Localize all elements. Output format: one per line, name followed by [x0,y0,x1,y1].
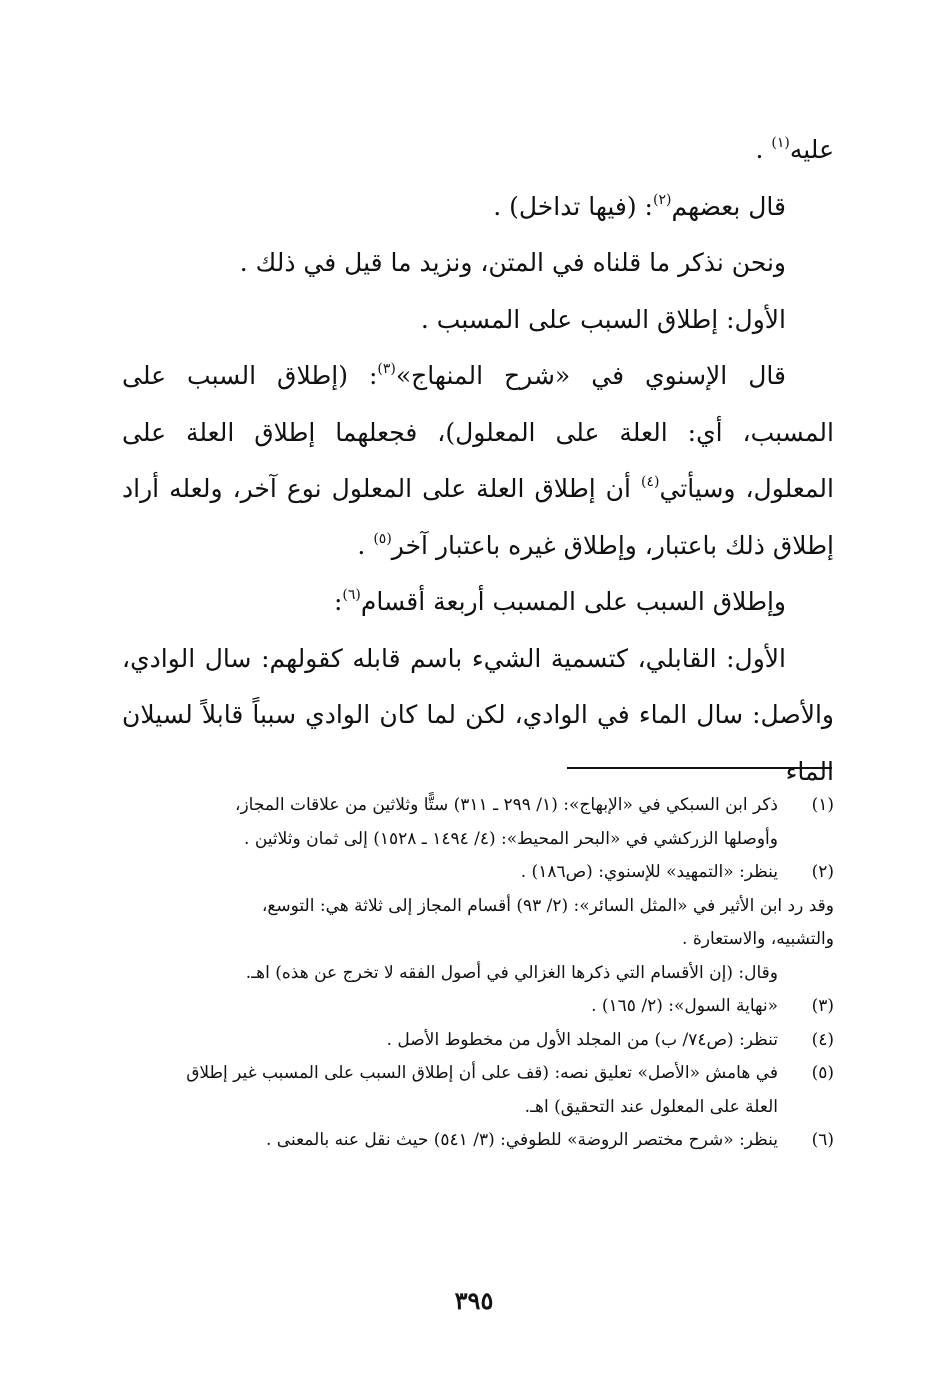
footnote-line: ينظر: «شرح مختصر الروضة» للطوفي: (٣/ ٥٤١) حيث نقل عنه بالمعنى . [266,1130,778,1150]
footnote-ref-4[interactable]: (٤) [641,474,660,490]
text-run: وإطلاق السبب على المسبب أربعة أقسام [360,587,786,616]
paragraph-6 [122,574,834,631]
footnote-line: تنظر: (ص٧٤/ ب) من المجلد الأول من مخطوط الأصل . [386,1029,778,1050]
footnote-6 [126,1124,834,1158]
footnote-number: (٣) [811,996,834,1016]
text-run: . [755,135,772,164]
footnote-number: (١) [811,795,834,815]
page-number: ٣٩٥ [454,1286,494,1315]
text-run: : (فيها تداخل) . [493,191,653,221]
footnote-2-continuation [126,890,834,991]
footnote-number: (٦) [811,1130,834,1150]
footnote-line: العلة على المعلول عند التحقيق) اهـ. [524,1096,778,1117]
main-text [122,122,834,800]
footnote-line: ذكر ابن السبكي في «الإبهاج»: (١/ ٢٩٩ ـ ٣١١) ستًّا وثلاثين من علاقات المجاز، [234,795,778,815]
paragraph-1 [122,122,834,179]
footnote-ref-1[interactable]: (١) [771,135,790,151]
footnote-ref-3[interactable]: (٣) [377,361,396,377]
paragraph-4: الأول: إطلاق السبب على المسبب . [420,304,786,334]
text-run: قال بعضهم [671,191,786,221]
footnote-line: «نهاية السول»: (٢/ ١٦٥) . [591,996,778,1016]
footnote-body [126,990,778,1024]
footnote-body [126,1024,778,1058]
paragraph-2 [122,179,834,236]
paragraph-7: الأول: القابلي، كتسمية الشيء باسم قابله كقولهم: سال الوادي، والأصل: سال الماء في الوادي، لكن لما كان الوادي سبباً قابلاً لسيلان الماء [122,643,834,786]
footnote-5 [126,1057,834,1124]
footnote-body [126,1057,778,1124]
footnote-2 [126,856,834,890]
text-run: : [333,587,343,616]
footnote-line: والتشبيه، والاستعارة . [682,929,834,949]
footnote-separator [567,767,832,769]
text-run: : (إطلاق السبب على المسبب، أي: العلة على المعلول)، فجعلهما إطلاق العلة على المعلول، وسيأتي [122,361,834,503]
footnote-number: (٢) [811,862,834,882]
footnote-ref-6[interactable]: (٦) [342,587,361,603]
footnote-4 [126,1024,834,1058]
text-run: عليه [789,135,834,164]
footnote-body [126,856,778,890]
footnote-ref-2[interactable]: (٢) [652,191,672,208]
footnote-3 [126,990,834,1024]
footnote-number: (٤) [811,1029,834,1050]
footnote-line: ينظر: «التمهيد» للإسنوي: (ص١٨٦) . [520,862,778,882]
text-run: قال الإسنوي في «شرح المنهاج» [395,361,786,390]
footnote-line: وقال: (إن الأقسام التي ذكرها الغزالي في أصول الفقه لا تخرج عن هذه) اهـ. [245,962,778,983]
paragraph-5 [122,348,834,574]
footnote-1 [126,789,834,856]
footnotes [126,789,834,1158]
footnote-line: وقد رد ابن الأثير في «المثل السائر»: (٢/ ٩٣) أقسام المجاز إلى ثلاثة هي: التوسع، [261,895,834,916]
text-run: . [357,530,374,560]
footnote-ref-5[interactable]: (٥) [373,530,392,547]
footnote-body [126,789,778,856]
footnote-number: (٥) [811,1063,834,1083]
text-run: أن إطلاق العلة على المعلول نوع آخر، ولعله أراد إطلاق ذلك باعتبار، وإطلاق غيره باعتبار آخر [122,474,834,560]
footnote-body [126,1124,778,1158]
footnote-line: في هامش «الأصل» تعليق نصه: (قف على أن إطلاق السبب على المسبب غير إطلاق [186,1063,778,1083]
footnote-line: وأوصلها الزركشي في «البحر المحيط»: (٤/ ١٤٩٤ ـ ١٥٢٨) إلى ثمان وثلاثين . [244,828,778,849]
paragraph-3: ونحن نذكر ما قلناه في المتن، ونزيد ما قيل في ذلك . [239,248,786,277]
